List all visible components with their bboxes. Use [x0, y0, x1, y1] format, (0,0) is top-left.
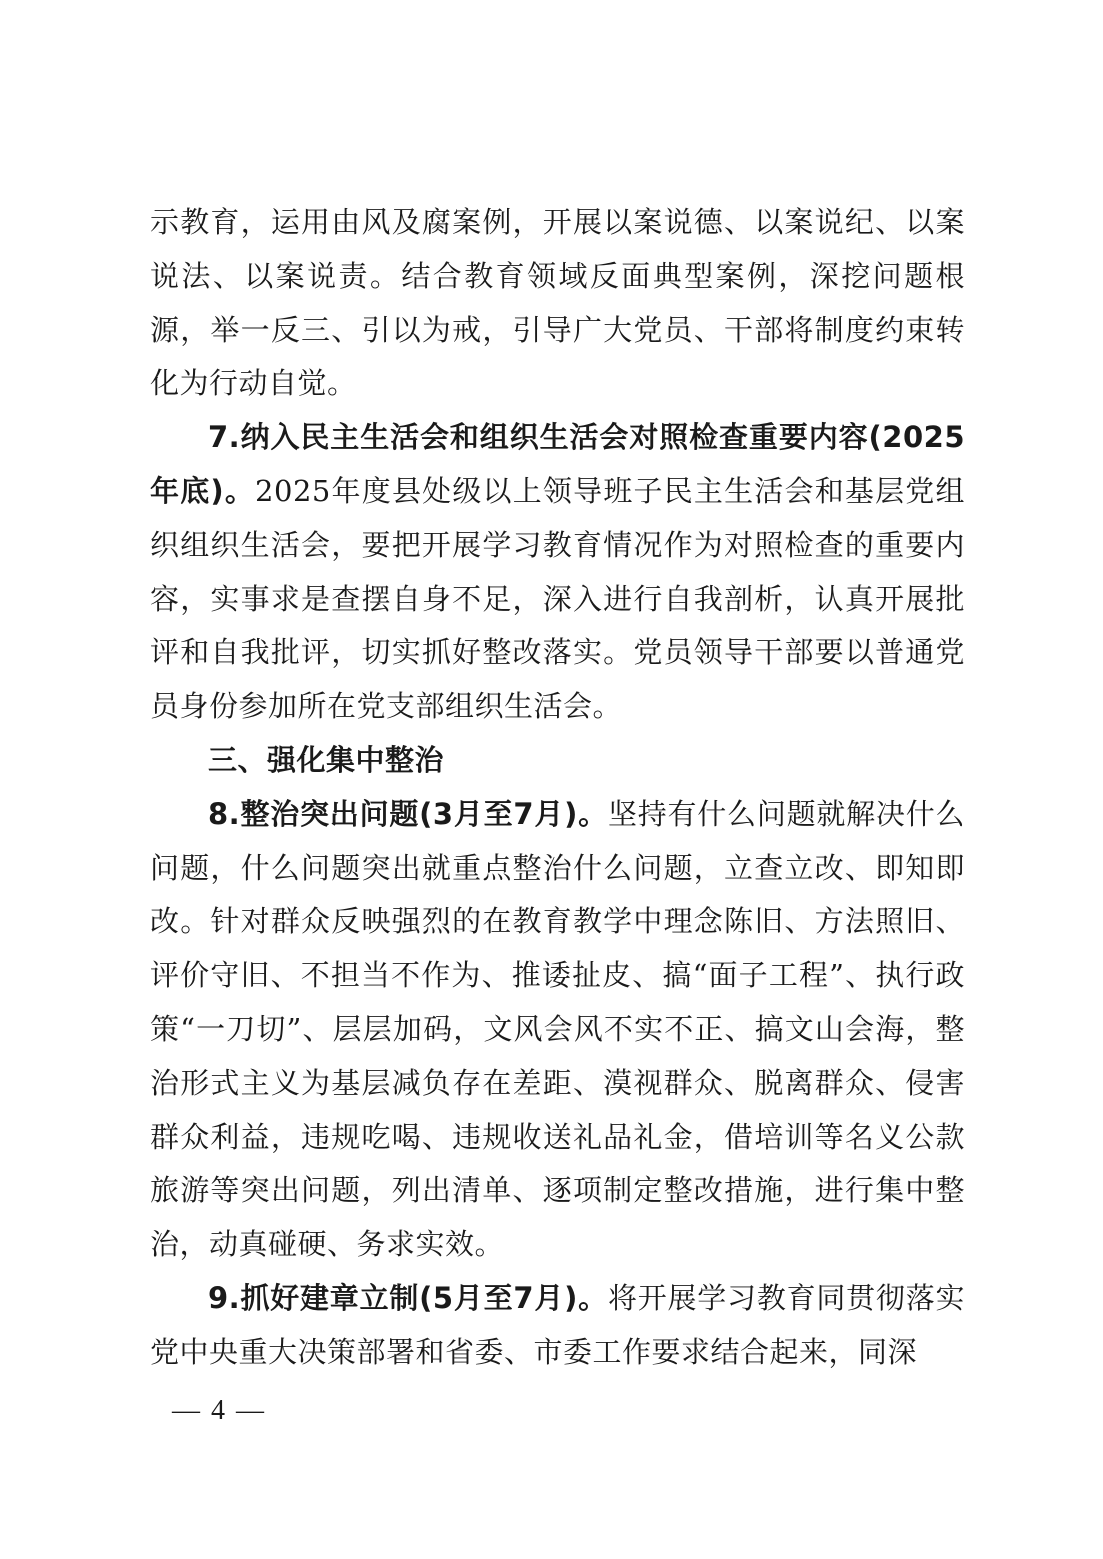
item-9-text: 将开展学习教育同贯彻落实党中央重大决策部署和省委、市委工作要求结合起来，同深	[150, 1280, 965, 1369]
section-heading-3: 三、强化集中整治	[208, 742, 445, 777]
paragraph-item-9	[150, 1272, 965, 1380]
page-number: — 4 —	[172, 1395, 266, 1426]
document-body	[150, 196, 965, 1380]
item-9-heading: 9.抓好建章立制(5月至7月)。	[208, 1280, 608, 1315]
paragraph-item-7	[150, 411, 965, 734]
paragraph-item-8	[150, 788, 965, 1272]
item-8-text: 坚持有什么问题就解决什么问题，什么问题突出就重点整治什么问题，立查立改、即知即改。针对群众反映强烈的在教育教学中理念陈旧、方法照旧、评价守旧、不担当不作为、推诿扯皮、搞“面子工程”、执行政策“一刀切”、层层加码，文风会风不实不正、搞文山会海，整治形式主义为基层减负存在差距、漠视群众、脱离群众、侵害群众利益，违规吃喝、违规收送礼品礼金，借培训等名义公款旅游等突出问题，列出清单、逐项制定整改措施，进行集中整治，动真碰硬、务求实效。	[150, 796, 965, 1262]
item-8-heading: 8.整治突出问题(3月至7月)。	[208, 796, 608, 831]
item-7-text: 2025年度县处级以上领导班子民主生活会和基层党组织组织生活会，要把开展学习教育情况作为对照检查的重要内容，实事求是查摆自身不足，深入进行自我剖析，认真开展批评和自我批评，切实抓好整改落实。党员领导干部要以普通党员身份参加所在党支部组织生活会。	[150, 473, 965, 724]
paragraph-text: 示教育，运用由风及腐案例，开展以案说德、以案说纪、以案说法、以案说责。结合教育领域反面典型案例，深挖问题根源，举一反三、引以为戒，引导广大党员、干部将制度约束转化为行动自觉。	[150, 205, 965, 401]
item-7-heading: 7.纳入民主生活会和组织生活会对照检查重要内容(2025年底)。	[150, 420, 965, 508]
paragraph-continuation	[150, 196, 965, 411]
